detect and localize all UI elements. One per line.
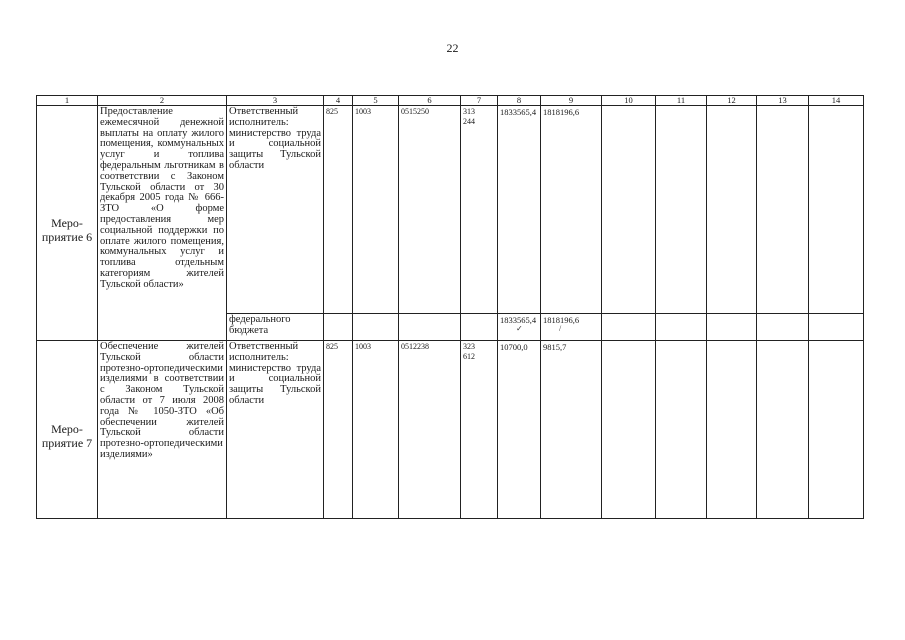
- table-header-row: [37, 96, 864, 106]
- cell-col7: [461, 314, 498, 341]
- page-number: 22: [446, 41, 459, 55]
- cell-col14: [809, 106, 864, 314]
- cell-col9: 9815,7: [541, 341, 602, 519]
- cell-col5: 1003: [353, 341, 399, 519]
- table-row-event-7: [37, 341, 864, 519]
- cell-col11: [656, 314, 707, 341]
- cell-col6: 0515250: [399, 106, 461, 314]
- cell-col5: 1003: [353, 106, 399, 314]
- header-cell: 8: [498, 96, 541, 106]
- event-description: Предоставление ежемесячной денежной выплаты на оплату жилого помещения, коммунальных услуг и топлива федеральным льготникам в соответствии с Законом Тульской области от 30 декабря 2005 года № 666-ЗТО «О форме предоставления мер социальной поддержки по оплате жилого помещения, коммунальных услуг и топлива отдельным категориям жителей Тульской области»: [98, 106, 227, 341]
- check-mark: /: [559, 323, 562, 333]
- cell-col13: [757, 106, 809, 314]
- cell-col9: 1818196,6: [541, 106, 602, 314]
- cell-col10: [602, 106, 656, 314]
- header-cell: 4: [324, 96, 353, 106]
- header-cell: 11: [656, 96, 707, 106]
- cell-col4: [324, 314, 353, 341]
- cell-col8: 1833565,4 ✓: [498, 314, 541, 341]
- header-cell: 12: [707, 96, 757, 106]
- cell-col6: [399, 314, 461, 341]
- funding-source: федерального бюджета: [227, 314, 324, 341]
- cell-col9: 1818196,6 /: [541, 314, 602, 341]
- header-cell: 6: [399, 96, 461, 106]
- cell-col13: [757, 314, 809, 341]
- event-executor: Ответственный исполнитель: министерство труда и социальной защиты Тульской области: [227, 341, 324, 519]
- cell-col11: [656, 341, 707, 519]
- cell-col10: [602, 341, 656, 519]
- header-cell: 7: [461, 96, 498, 106]
- cell-col7: 323 612: [461, 341, 498, 519]
- header-cell: 1: [37, 96, 98, 106]
- cell-col8: 10700,0: [498, 341, 541, 519]
- cell-col8: 1833565,4: [498, 106, 541, 314]
- header-cell: 13: [757, 96, 809, 106]
- program-table: [36, 95, 864, 519]
- header-cell: 3: [227, 96, 324, 106]
- cell-col12: [707, 341, 757, 519]
- cell-col4: 825: [324, 106, 353, 314]
- event-label: Меро- приятие 6: [37, 106, 98, 341]
- cell-col10: [602, 314, 656, 341]
- header-cell: 14: [809, 96, 864, 106]
- event-label: Меро- приятие 7: [37, 341, 98, 519]
- header-cell: 10: [602, 96, 656, 106]
- cell-col5: [353, 314, 399, 341]
- cell-col11: [656, 106, 707, 314]
- cell-col13: [757, 341, 809, 519]
- cell-col12: [707, 314, 757, 341]
- check-mark: ✓: [516, 323, 523, 333]
- table-row-event-6: [37, 106, 864, 314]
- event-executor: Ответственный исполнитель: министерство труда и социальной защиты Тульской области: [227, 106, 324, 314]
- cell-col6: 0512238: [399, 341, 461, 519]
- cell-col14: [809, 314, 864, 341]
- header-cell: 5: [353, 96, 399, 106]
- event-description: Обеспечение жителей Тульской области протезно-ортопедическими изделиями в соответствии с Законом Тульской области от 7 июля 2008 года № 1050-ЗТО «Об обеспечении жителей Тульской области протезно-ортопедическими изделиями»: [98, 341, 227, 519]
- cell-col12: [707, 106, 757, 314]
- header-cell: 9: [541, 96, 602, 106]
- cell-col4: 825: [324, 341, 353, 519]
- header-cell: 2: [98, 96, 227, 106]
- cell-col14: [809, 341, 864, 519]
- cell-col7: 313 244: [461, 106, 498, 314]
